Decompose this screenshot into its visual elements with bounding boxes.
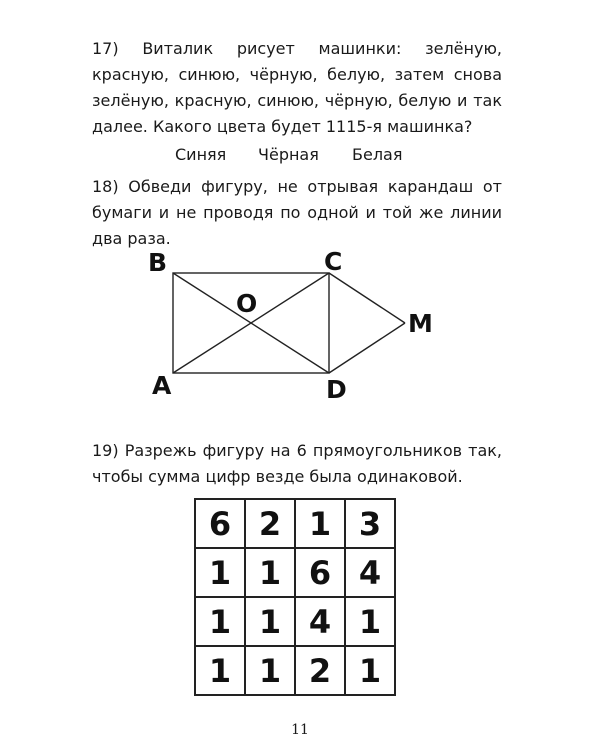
label-a: A — [152, 371, 172, 400]
choice-black: Чёрная — [258, 145, 319, 164]
edge-dm — [329, 323, 405, 373]
grid-row — [195, 646, 395, 695]
label-c: C — [324, 247, 343, 276]
grid-cell: 1 — [295, 499, 345, 548]
grid-cell: 1 — [245, 548, 295, 597]
label-m: M — [408, 309, 433, 338]
grid-row — [195, 597, 395, 646]
grid-row — [195, 499, 395, 548]
grid-cell: 1 — [245, 597, 295, 646]
grid-cell: 1 — [345, 597, 395, 646]
edge-cm — [329, 273, 405, 323]
grid-cell: 4 — [295, 597, 345, 646]
problem-17-text: 17) Виталик рисует машинки: зелёную, красную, синюю, чёрную, белую, затем снова зелёную, красную, синюю, чёрную, белую и так далее. Какого цвета будет 1115-я машинка? — [92, 39, 502, 136]
grid-cell: 6 — [295, 548, 345, 597]
choice-blue: Синяя — [175, 145, 227, 164]
grid-cell: 1 — [195, 597, 245, 646]
grid-cell: 3 — [345, 499, 395, 548]
envelope-figure — [140, 246, 450, 411]
choice-white: Белая — [352, 145, 403, 164]
number-grid — [194, 498, 396, 696]
label-b: B — [148, 248, 168, 277]
grid-cell: 1 — [345, 646, 395, 695]
grid-cell: 4 — [345, 548, 395, 597]
grid-cell: 6 — [195, 499, 245, 548]
grid-cell: 1 — [195, 646, 245, 695]
problem-18-text: 18) Обведи фигуру, не отрывая карандаш от бумаги и не проводя по одной и той же линии два раза. — [92, 177, 502, 248]
grid-cell: 2 — [245, 499, 295, 548]
label-o: O — [236, 289, 258, 318]
grid-cell: 2 — [295, 646, 345, 695]
grid-cell: 1 — [195, 548, 245, 597]
label-d: D — [326, 375, 347, 404]
problem-19-text: 19) Разрежь фигуру на 6 прямоугольников так, чтобы сумма цифр везде была одинаковой. — [92, 441, 502, 486]
page-number: 11 — [291, 722, 309, 738]
grid-row — [195, 548, 395, 597]
grid-cell: 1 — [245, 646, 295, 695]
